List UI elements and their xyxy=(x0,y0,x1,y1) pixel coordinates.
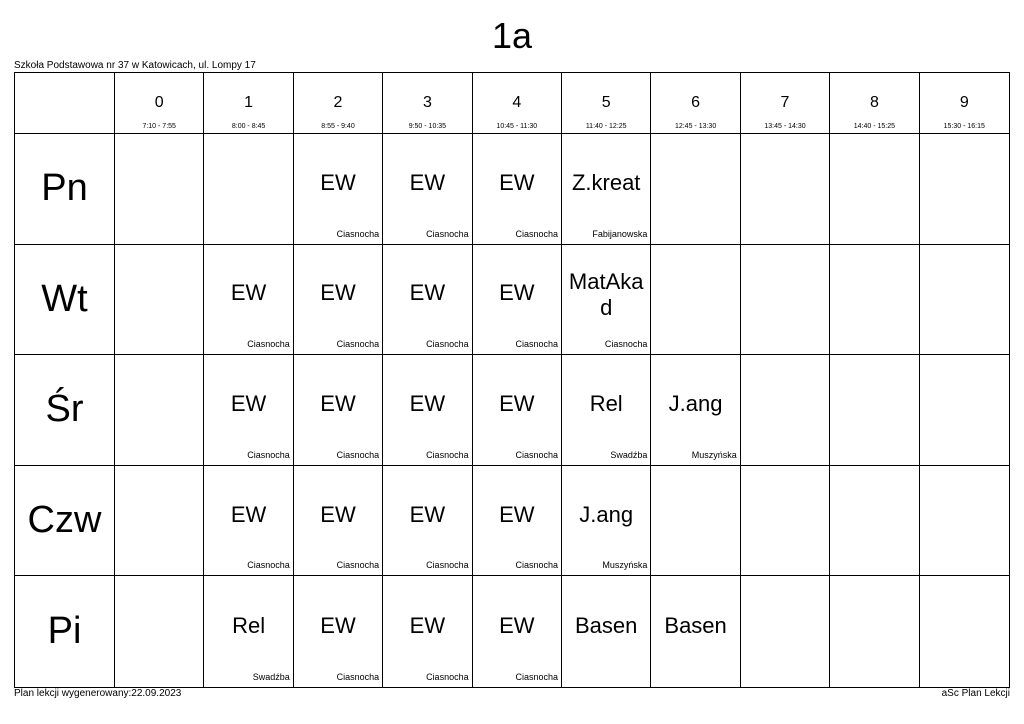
lesson-subject xyxy=(564,466,648,558)
empty-cell xyxy=(830,355,919,466)
lesson-subject xyxy=(475,245,559,337)
lesson-subject-text: EW xyxy=(499,612,535,638)
empty-cell xyxy=(115,134,204,245)
lesson-cell xyxy=(473,355,562,466)
empty-cell xyxy=(741,466,830,577)
period-header xyxy=(920,73,1009,134)
lesson-teacher: Swadźba xyxy=(610,449,648,460)
lesson-cell xyxy=(473,245,562,356)
lesson-teacher: Ciasnocha xyxy=(426,671,469,682)
page-title: 1a xyxy=(491,15,533,56)
lesson-cell xyxy=(562,576,651,687)
lesson-subject xyxy=(206,576,290,669)
period-header xyxy=(204,73,293,134)
lesson-subject xyxy=(385,245,469,337)
lesson-cell xyxy=(383,134,472,245)
lesson-teacher: Ciasnocha xyxy=(515,449,558,460)
empty-cell xyxy=(920,134,1009,245)
lesson-subject-text: EW xyxy=(499,169,535,195)
lesson-subject-text: EW xyxy=(409,390,446,416)
lesson-teacher: Ciasnocha xyxy=(247,449,290,460)
lesson-teacher: Ciasnocha xyxy=(336,671,380,682)
lesson-subject-text: EW xyxy=(320,612,356,638)
empty-cell xyxy=(115,245,204,356)
lesson-subject xyxy=(206,355,290,447)
period-time: 10:45 - 11:30 xyxy=(496,123,538,130)
lesson-teacher: Fabijanowska xyxy=(592,228,648,239)
lesson-subject-text: EW xyxy=(499,501,535,527)
lesson-teacher: Ciasnocha xyxy=(247,339,290,350)
empty-cell xyxy=(920,245,1009,356)
empty-cell xyxy=(651,466,740,577)
lesson-cell xyxy=(294,134,383,245)
lesson-teacher: Ciasnocha xyxy=(336,228,380,239)
period-time: 13:45 - 14:30 xyxy=(764,123,806,130)
empty-cell xyxy=(830,245,919,356)
day-label: Pn xyxy=(15,134,115,245)
lesson-subject xyxy=(475,355,559,447)
lesson-cell xyxy=(651,355,740,466)
lesson-teacher: Ciasnocha xyxy=(426,339,469,350)
lesson-subject-text: EW xyxy=(499,280,535,306)
lesson-cell xyxy=(383,245,472,356)
lesson-teacher: Swadźba xyxy=(252,671,290,682)
lesson-cell xyxy=(294,576,383,687)
period-time: 15:30 - 16:15 xyxy=(943,123,985,130)
lesson-subject-text: EW xyxy=(230,390,267,416)
lesson-subject xyxy=(653,576,737,669)
empty-cell xyxy=(920,355,1009,466)
lesson-subject xyxy=(296,576,380,669)
empty-cell xyxy=(920,466,1009,577)
period-number: 2 xyxy=(333,94,343,111)
lesson-subject-text: EW xyxy=(409,612,446,638)
empty-cell xyxy=(651,245,740,356)
empty-cell xyxy=(741,355,830,466)
lesson-subject-text: J.ang xyxy=(668,390,723,416)
lesson-teacher: Muszyńska xyxy=(602,560,648,571)
lesson-teacher: Ciasnocha xyxy=(604,339,648,350)
period-number: 1 xyxy=(244,94,254,111)
empty-cell xyxy=(741,576,830,687)
period-time: 7:10 - 7:55 xyxy=(142,123,176,130)
day-label: Czw xyxy=(15,466,115,577)
period-header xyxy=(115,73,204,134)
lesson-subject xyxy=(653,355,737,447)
lesson-teacher: Ciasnocha xyxy=(515,339,558,350)
lesson-subject xyxy=(296,134,380,226)
lesson-subject-text: EW xyxy=(230,280,267,306)
app-name-footer: aSc Plan Lekcji xyxy=(941,688,1010,699)
empty-cell xyxy=(115,576,204,687)
lesson-cell xyxy=(383,466,472,577)
lesson-subject-text: Rel xyxy=(232,612,266,638)
lesson-subject xyxy=(564,134,648,226)
empty-cell xyxy=(204,134,293,245)
lesson-subject xyxy=(296,466,380,558)
empty-cell xyxy=(830,466,919,577)
lesson-subject-text: EW xyxy=(320,390,356,416)
lesson-subject xyxy=(296,355,380,447)
lesson-subject xyxy=(564,355,648,447)
lesson-subject-text: EW xyxy=(320,501,356,527)
empty-cell xyxy=(830,134,919,245)
period-header xyxy=(473,73,562,134)
period-number: 5 xyxy=(601,94,611,111)
lesson-subject xyxy=(564,245,648,337)
lesson-teacher: Ciasnocha xyxy=(426,449,469,460)
lesson-subject xyxy=(385,576,469,669)
period-number: 6 xyxy=(691,94,701,111)
period-header xyxy=(383,73,472,134)
period-number: 0 xyxy=(154,94,164,111)
lesson-teacher: Ciasnocha xyxy=(426,228,469,239)
lesson-subject xyxy=(206,245,290,337)
lesson-teacher: Ciasnocha xyxy=(515,228,558,239)
lesson-subject-text: Basen xyxy=(575,612,638,638)
lesson-subject xyxy=(475,134,559,226)
lesson-subject xyxy=(296,245,380,337)
lesson-subject xyxy=(385,466,469,558)
period-number: 7 xyxy=(780,94,790,111)
lesson-subject-text: Basen xyxy=(664,612,727,638)
period-time: 8:55 - 9:40 xyxy=(321,123,355,130)
lesson-cell xyxy=(294,466,383,577)
period-header xyxy=(294,73,383,134)
lesson-cell xyxy=(383,576,472,687)
empty-cell xyxy=(651,134,740,245)
generated-date-footer: Plan lekcji wygenerowany:22.09.2023 xyxy=(14,688,182,699)
lesson-cell xyxy=(204,576,293,687)
lesson-cell xyxy=(294,355,383,466)
lesson-cell xyxy=(562,466,651,577)
lesson-subject-text: EW xyxy=(499,390,535,416)
lesson-cell xyxy=(562,134,651,245)
lesson-teacher: Ciasnocha xyxy=(515,560,558,571)
empty-cell xyxy=(741,134,830,245)
empty-cell xyxy=(920,576,1009,687)
corner-cell xyxy=(15,73,115,134)
lesson-teacher: Ciasnocha xyxy=(426,560,469,571)
lesson-subject xyxy=(385,355,469,447)
lesson-subject-text: EW xyxy=(409,501,446,527)
lesson-subject-text: J.ang xyxy=(579,501,634,527)
lesson-teacher: Ciasnocha xyxy=(515,671,558,682)
lesson-subject xyxy=(385,134,469,226)
lesson-cell xyxy=(204,355,293,466)
period-time: 14:40 - 15:25 xyxy=(853,123,896,130)
timetable-grid xyxy=(14,72,1010,688)
period-number: 3 xyxy=(422,94,432,111)
lesson-teacher: Ciasnocha xyxy=(336,339,380,350)
day-label: Śr xyxy=(15,355,115,466)
lesson-cell xyxy=(383,355,472,466)
lesson-teacher: Ciasnocha xyxy=(247,560,290,571)
lesson-subject xyxy=(475,576,559,669)
lesson-cell xyxy=(473,466,562,577)
lesson-subject-text: Rel xyxy=(589,390,623,416)
lesson-cell xyxy=(204,466,293,577)
empty-cell xyxy=(830,576,919,687)
period-time: 12:45 - 13:30 xyxy=(674,123,717,130)
period-time: 11:40 - 12:25 xyxy=(585,123,627,130)
period-header xyxy=(741,73,830,134)
lesson-cell xyxy=(473,134,562,245)
lesson-subject xyxy=(475,466,559,558)
lesson-cell xyxy=(473,576,562,687)
period-header xyxy=(830,73,919,134)
period-time: 8:00 - 8:45 xyxy=(231,123,266,130)
day-label: Pi xyxy=(15,576,115,687)
lesson-subject-text: EW xyxy=(409,169,446,195)
period-header xyxy=(651,73,740,134)
lesson-teacher: Ciasnocha xyxy=(336,560,380,571)
lesson-cell xyxy=(204,245,293,356)
period-number: 4 xyxy=(512,94,522,111)
empty-cell xyxy=(115,466,204,577)
school-name: Szkoła Podstawowa nr 37 w Katowicach, ul. Lompy 17 xyxy=(14,60,256,71)
lesson-subject-text: EW xyxy=(230,501,267,527)
lesson-cell xyxy=(562,355,651,466)
period-header xyxy=(562,73,651,134)
lesson-subject-text: Z.kreat xyxy=(571,169,641,195)
lesson-subject xyxy=(564,576,648,669)
day-label: Wt xyxy=(15,245,115,356)
lesson-subject-text: EW xyxy=(409,280,446,306)
lesson-subject xyxy=(206,466,290,558)
lesson-cell xyxy=(562,245,651,356)
lesson-cell xyxy=(651,576,740,687)
lesson-cell xyxy=(294,245,383,356)
empty-cell xyxy=(741,245,830,356)
lesson-teacher: Muszyńska xyxy=(691,449,737,460)
empty-cell xyxy=(115,355,204,466)
lesson-teacher: Ciasnocha xyxy=(336,449,380,460)
period-number: 9 xyxy=(959,94,969,111)
period-number: 8 xyxy=(869,94,879,111)
lesson-subject-text: EW xyxy=(320,280,356,306)
lesson-subject-text: MatAkad xyxy=(568,269,644,321)
lesson-subject-text: EW xyxy=(320,169,356,195)
period-time: 9:50 - 10:35 xyxy=(408,123,447,130)
